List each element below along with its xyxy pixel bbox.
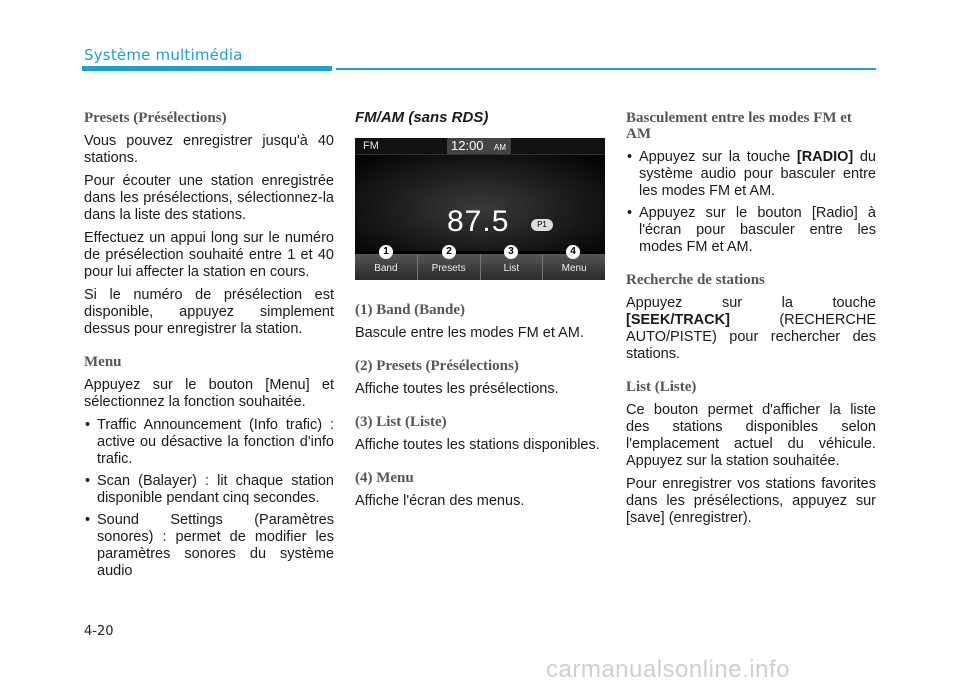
list-heading: (3) List (Liste) — [355, 414, 447, 430]
presets-paragraph: Si le numéro de présélection est disponible, appuyez simplement dessus pour enregistrer la station. — [84, 287, 334, 337]
header-rule-thick — [82, 66, 332, 71]
text-run: Appuyez sur la touche — [626, 295, 876, 311]
fmam-heading: FM/AM (sans RDS) — [355, 109, 489, 126]
watermark: carmanualsonline.info — [546, 656, 790, 683]
presets-paragraph: Pour écouter une station enregistrée dans les présélections, sélectionnez-la dans la liste des stations. — [84, 173, 334, 223]
presets-heading: (2) Presets (Présélections) — [355, 358, 519, 374]
band-paragraph: Bascule entre les modes FM et AM. — [355, 325, 584, 341]
header-rule-thin — [336, 68, 876, 70]
text-run: du système audio pour basculer entre les modes FM et AM. — [639, 149, 876, 199]
text-run: Appuyez sur la touche — [639, 149, 797, 165]
search-heading: Recherche de stations — [626, 272, 765, 288]
screen-ampm: AM — [494, 143, 506, 152]
screen-clock: 12:00 — [451, 138, 484, 153]
band-heading: (1) Band (Bande) — [355, 302, 466, 318]
list-paragraph: Affiche toutes les stations disponibles. — [355, 437, 600, 453]
screen-band-label: FM — [363, 140, 379, 152]
presets-paragraph: Affiche toutes les présélections. — [355, 381, 559, 397]
list-item: • Traffic Announcement (Info trafic) : active ou désactive la fonction d'info trafic. — [84, 417, 334, 468]
list-item: • Scan (Balayer) : lit chaque station disponible pendant cinq secondes. — [84, 473, 334, 507]
screen-presets-button: Presets — [418, 254, 481, 280]
callout-number: 2 — [442, 245, 456, 259]
screen-list-button: List — [481, 254, 544, 280]
screen-menu-button: Menu — [561, 263, 587, 274]
radio-screen-illustration — [355, 138, 605, 280]
search-paragraph — [626, 295, 876, 363]
list-item — [626, 149, 876, 200]
switch-list — [626, 149, 876, 256]
list-heading: List (Liste) — [626, 379, 697, 395]
callout-number: 3 — [504, 245, 518, 259]
menu-list — [84, 417, 334, 580]
key-label: [SEEK/TRACK] — [626, 312, 730, 328]
text-run: (RECHERCHE AUTO/PISTE) pour rechercher des stations. — [626, 312, 876, 362]
list-paragraph: Pour enregistrer vos stations favorites dans les présélections, appuyez sur [save] (enregistrer). — [626, 476, 876, 526]
screen-main-area — [355, 155, 605, 251]
screen-frequency: 87.5 — [447, 205, 510, 238]
column-right — [626, 110, 876, 533]
callout-number: 1 — [379, 245, 393, 259]
screen-preset-badge: P1 — [531, 219, 553, 231]
screen-button-bar — [355, 254, 605, 280]
list-paragraph: Ce bouton permet d'afficher la liste des stations disponibles selon l'emplacement actuel du véhicule. Appuyez sur la station souhaitée. — [626, 402, 876, 469]
key-label: [RADIO] — [796, 149, 854, 165]
list-item: • Appuyez sur le bouton [Radio] à l'écran pour basculer entre les modes FM et AM. — [626, 205, 876, 256]
list-item: • Sound Settings (Paramètres sonores) : permet de modifier les paramètres sonores du système audio — [84, 512, 334, 580]
presets-heading: Presets (Présélections) — [84, 110, 227, 126]
callout-number: 4 — [566, 245, 580, 259]
presets-paragraph: Vous pouvez enregistrer jusqu'à 40 stations. — [84, 133, 334, 166]
menu-heading: (4) Menu — [355, 470, 414, 486]
screen-band-button: Band — [355, 254, 418, 280]
menu-heading: Menu — [84, 354, 122, 370]
menu-paragraph: Affiche l'écran des menus. — [355, 493, 525, 509]
section-title: Système multimédia — [84, 46, 243, 64]
switch-heading: Basculement entre les modes FM et AM — [626, 110, 852, 142]
menu-paragraph: Appuyez sur le bouton [Menu] et sélectionnez la fonction souhaitée. — [84, 377, 334, 410]
column-middle — [355, 110, 605, 516]
column-left — [84, 110, 334, 586]
page-number: 4-20 — [84, 624, 114, 639]
presets-paragraph: Effectuez un appui long sur le numéro de présélection souhaité entre 1 et 40 pour lui affecter la station en cours. — [84, 230, 334, 280]
